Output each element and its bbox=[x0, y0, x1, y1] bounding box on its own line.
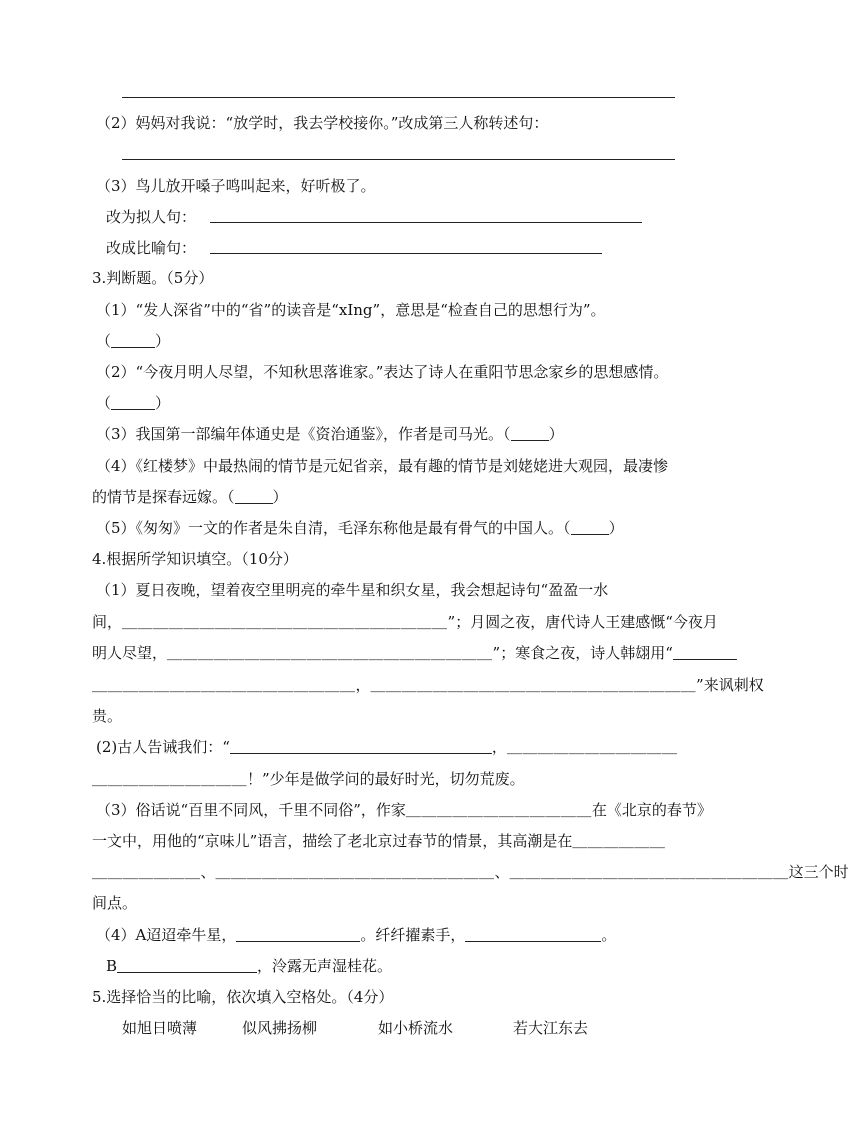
q4-3-text: 、 bbox=[200, 863, 216, 881]
q4-3-text: 间点。 bbox=[92, 894, 138, 912]
answer-line-1[interactable] bbox=[122, 97, 675, 98]
q3-item-4-text: （4）《红楼梦》中最热闹的情节是元妃省亲，最有趣的情节是刘姥姥进大观园，最凄惨 bbox=[96, 457, 669, 475]
q3-item-4 bbox=[96, 456, 668, 476]
paren-close: ） bbox=[155, 332, 171, 350]
paren-open: （ bbox=[503, 425, 511, 443]
option-4 bbox=[513, 1018, 588, 1038]
judge-blank-3[interactable] bbox=[511, 426, 549, 441]
paren-close: ） bbox=[272, 488, 288, 506]
fill-blank[interactable]: ＿＿＿＿＿＿＿＿＿＿＿ bbox=[506, 738, 678, 756]
q4-2-line1 bbox=[96, 737, 677, 757]
q5-title-text: 5.选择恰当的比喻，依次填入空格处。（4分） bbox=[92, 988, 394, 1006]
fill-blank[interactable] bbox=[236, 926, 360, 942]
q4-3-text: 这三个时 bbox=[788, 863, 849, 881]
fill-blank[interactable]: ＿＿＿＿＿＿＿＿＿＿ bbox=[92, 770, 248, 788]
paren-open: （ bbox=[227, 488, 235, 506]
simile-label: 改成比喻句： bbox=[106, 239, 197, 257]
fill-blank[interactable]: ＿＿＿＿＿＿＿ bbox=[92, 863, 201, 881]
q4-4-text: ，泠露无声湿桂花。 bbox=[257, 957, 393, 975]
option-text: 如小桥流水 bbox=[378, 1019, 454, 1037]
option-text: 如旭日喷薄 bbox=[122, 1019, 198, 1037]
personify-row bbox=[106, 207, 196, 227]
q4-4-line1 bbox=[96, 925, 616, 945]
simile-row bbox=[106, 238, 196, 258]
q4-3-text: 、 bbox=[494, 863, 510, 881]
q3-title bbox=[92, 268, 213, 288]
q3-item-5 bbox=[96, 518, 624, 538]
q4-2-text: (2)古人告诫我们：“ bbox=[96, 738, 230, 756]
q3-item-1-answer bbox=[96, 331, 170, 351]
paren-close: ） bbox=[548, 425, 564, 443]
q4-4-text: 。纤纤擢素手， bbox=[360, 926, 466, 944]
paren-close: ） bbox=[608, 519, 624, 537]
q3-item-2-answer bbox=[96, 393, 170, 413]
option-1 bbox=[122, 1018, 197, 1038]
fill-blank[interactable]: ＿＿＿＿＿＿＿＿＿＿＿＿＿＿＿＿＿＿ bbox=[215, 863, 495, 881]
q3-item-2-text: （2）“今夜月明人尽望，不知秋思落谁家。”表达了诗人在重阳节思念家乡的思想感情。 bbox=[96, 363, 669, 381]
q2-item-2 bbox=[96, 113, 548, 133]
q4-1-line1 bbox=[96, 580, 608, 600]
q3-item-2 bbox=[96, 362, 668, 382]
fill-blank[interactable] bbox=[230, 738, 492, 754]
fill-blank[interactable]: ＿＿＿＿＿＿＿＿＿＿＿＿＿＿＿＿＿＿＿＿＿ bbox=[167, 644, 493, 662]
fill-blank[interactable] bbox=[465, 926, 601, 942]
q2-item-2-text: （2）妈妈对我说：“放学时，我去学校接你。”改成第三人称转述句： bbox=[96, 114, 549, 132]
q3-item-3 bbox=[96, 424, 564, 444]
q4-1-text: （1）夏日夜晚，望着夜空里明亮的牵牛星和织女星，我会想起诗句“盈盈一水 bbox=[96, 581, 609, 599]
q4-2-line2 bbox=[92, 769, 525, 789]
answer-line-2[interactable] bbox=[122, 159, 675, 160]
q4-4-line2 bbox=[106, 956, 392, 976]
q4-3-text: 在《北京的春节》 bbox=[591, 801, 712, 819]
q4-title-text: 4.根据所学知识填空。（10分） bbox=[92, 550, 298, 568]
paren-open: （ bbox=[563, 519, 571, 537]
q4-3-text: （3）俗话说“百里不同风，千里不同俗”，作家 bbox=[96, 801, 406, 819]
q4-1-line3 bbox=[92, 643, 737, 663]
fill-blank[interactable]: ＿＿＿＿＿＿＿＿＿＿＿＿＿＿＿＿＿ bbox=[92, 676, 356, 694]
judge-blank-2[interactable] bbox=[111, 395, 155, 410]
q3-item-4-cont bbox=[92, 487, 288, 507]
q4-3-line1 bbox=[96, 800, 712, 820]
q4-2-text: ， bbox=[491, 738, 507, 756]
simile-answer-line[interactable] bbox=[210, 253, 602, 254]
q4-1-text: ”；寒食之夜，诗人韩翃用“ bbox=[492, 644, 673, 662]
option-2 bbox=[242, 1018, 317, 1038]
judge-blank-1[interactable] bbox=[111, 333, 155, 348]
option-text: 似风拂扬柳 bbox=[242, 1019, 318, 1037]
fill-blank[interactable]: ＿＿＿＿＿＿＿＿＿＿＿＿＿＿＿＿＿＿ bbox=[509, 863, 789, 881]
paren-open: （ bbox=[96, 332, 112, 350]
q3-item-3-text: （3）我国第一部编年体通史是《资治通鉴》，作者是司马光。 bbox=[96, 425, 504, 443]
q4-4-text: B bbox=[106, 957, 118, 975]
q3-title-text: 3.判断题。（5分） bbox=[92, 269, 214, 287]
q4-4-text: 。 bbox=[601, 926, 617, 944]
q4-1-text: 贵。 bbox=[92, 707, 123, 725]
q4-3-line4 bbox=[92, 893, 137, 913]
fill-blank[interactable]: ＿＿＿＿＿＿＿＿＿＿＿＿ bbox=[405, 801, 592, 819]
q5-title bbox=[92, 987, 393, 1007]
q4-3-line2 bbox=[92, 831, 665, 851]
q4-2-text: ！”少年是做学问的最好时光，切勿荒废。 bbox=[247, 770, 525, 788]
q4-4-text: （4）A迢迢牵牛星， bbox=[96, 926, 237, 944]
q4-3-text: 一文中，用他的“京味儿”语言，描绘了老北京过春节的情景，其高潮是在 bbox=[92, 832, 573, 850]
q4-1-text: ， bbox=[355, 676, 371, 694]
fill-blank[interactable]: ＿＿＿＿＿＿＿＿＿＿＿＿＿＿＿＿＿＿＿＿＿ bbox=[370, 676, 697, 694]
paren-close: ） bbox=[155, 394, 171, 412]
q3-item-4-text-cont: 的情节是探春远嫁。 bbox=[92, 488, 228, 506]
paren-open: （ bbox=[96, 394, 112, 412]
q2-item-3 bbox=[96, 176, 376, 196]
q4-title bbox=[92, 549, 298, 569]
fill-blank[interactable]: ＿＿＿＿＿＿ bbox=[572, 832, 666, 850]
q4-1-text: ”来讽刺权 bbox=[696, 676, 764, 694]
q4-1-text: ”；月圆之夜，唐代诗人王建感慨“今夜月 bbox=[447, 613, 718, 631]
q2-item-3-text: （3）鸟儿放开嗓子鸣叫起来，好听极了。 bbox=[96, 177, 376, 195]
q3-item-5-text: （5）《匆匆》一文的作者是朱自清，毛泽东称他是最有骨气的中国人。 bbox=[96, 519, 564, 537]
q3-item-1-text: （1）“发人深省”中的“省”的读音是“xIng”，意思是“检查自己的思想行为”。 bbox=[96, 301, 606, 319]
personify-answer-line[interactable] bbox=[210, 222, 642, 223]
judge-blank-4[interactable] bbox=[235, 489, 273, 504]
fill-blank[interactable] bbox=[673, 644, 737, 660]
q4-1-line5 bbox=[92, 706, 122, 726]
option-text: 若大江东去 bbox=[513, 1019, 589, 1037]
q4-1-text: 明人尽望， bbox=[92, 644, 168, 662]
fill-blank[interactable]: ＿＿＿＿＿＿＿＿＿＿＿＿＿＿＿＿＿＿＿＿＿ bbox=[122, 613, 448, 631]
q4-1-line4 bbox=[92, 675, 764, 695]
q4-1-line2 bbox=[92, 612, 718, 632]
q4-1-text: 间， bbox=[92, 613, 123, 631]
fill-blank[interactable] bbox=[117, 957, 257, 973]
judge-blank-5[interactable] bbox=[571, 520, 609, 535]
personify-label: 改为拟人句： bbox=[106, 208, 197, 226]
q4-3-line3 bbox=[92, 862, 849, 882]
q3-item-1 bbox=[96, 300, 606, 320]
option-3 bbox=[378, 1018, 453, 1038]
